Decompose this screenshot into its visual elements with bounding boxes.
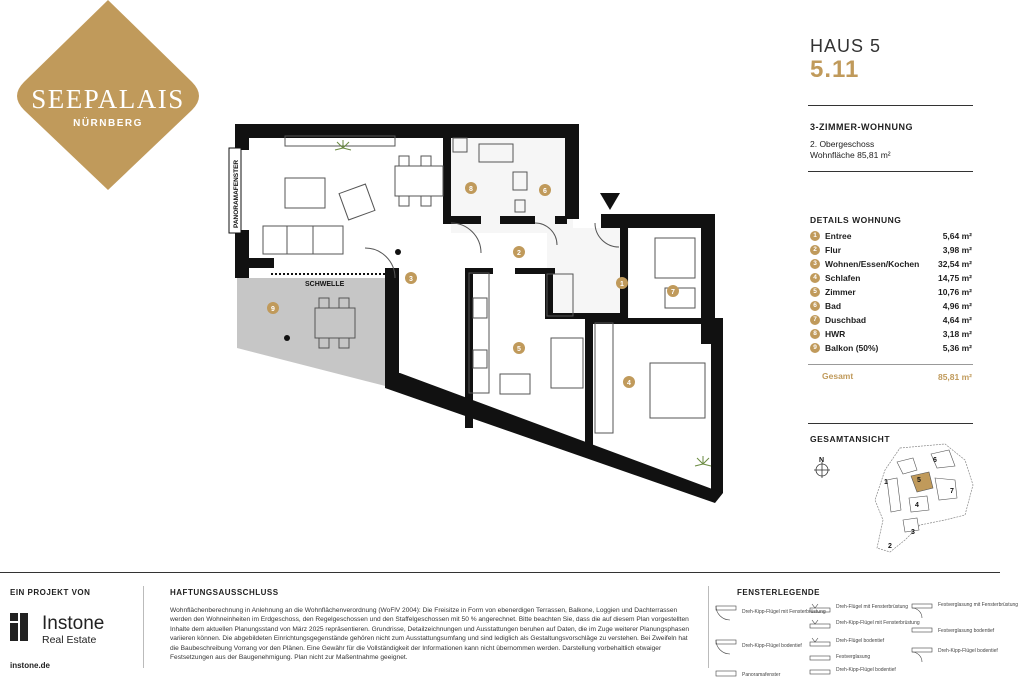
apartment-area: Wohnfläche 85,81 m²: [810, 150, 891, 160]
building-2: 2: [888, 543, 892, 550]
legend-label: Dreh-Flügel mit Fensterbrüstung: [836, 604, 908, 610]
compass-north: N: [819, 457, 825, 464]
room-number-1: 1: [620, 281, 624, 288]
unit-number: 5.11: [810, 56, 860, 83]
instone-url[interactable]: instone.de: [10, 661, 51, 670]
room-badge: 2: [810, 245, 820, 255]
divider: [808, 364, 973, 365]
room-name: Zimmer: [825, 287, 856, 297]
room-size: 5,36 m²: [942, 343, 972, 353]
compass-icon: [814, 457, 830, 478]
seepalais-logo: [10, 0, 206, 190]
divider: [808, 423, 973, 424]
gesamtansicht-title: GESAMTANSICHT: [810, 434, 891, 444]
footer-separator: [708, 586, 709, 668]
legend-label: Dreh-Kipp-Flügel mit Fensterbrüstung: [836, 620, 920, 626]
footer-separator: [143, 586, 144, 668]
room-number-9: 9: [271, 306, 275, 313]
room-number-8: 8: [469, 186, 473, 193]
footer-divider: [0, 572, 1000, 573]
room-size: 4,64 m²: [942, 315, 972, 325]
logo-name: SEEPALAIS: [31, 84, 185, 114]
room-name: Entree: [825, 231, 852, 241]
divider: [808, 171, 973, 172]
building-3: 3: [911, 529, 915, 536]
room-size: 3,98 m²: [942, 245, 972, 255]
room-name: Bad: [825, 301, 842, 311]
room-size: 3,18 m²: [942, 329, 972, 339]
room-row: [810, 272, 972, 286]
haftung-title: HAFTUNGSAUSSCHLUSS: [170, 588, 279, 597]
legend-label: Dreh-Kipp-Flügel bodentief: [938, 648, 998, 654]
legend-label: Dreh-Kipp-Flügel bodentief: [836, 667, 896, 673]
room-name: Duschbad: [825, 315, 867, 325]
instone-name: Instone: [42, 613, 105, 634]
room-row: [810, 300, 972, 314]
legend-label: Dreh-Kipp-Flügel mit Fensterbrüstung: [742, 609, 826, 615]
panorama-label: PANORAMAFENSTER: [233, 159, 240, 228]
instone-subtitle: Real Estate: [42, 634, 97, 646]
room-size: 32,54 m²: [937, 259, 972, 269]
room-name: Schlafen: [825, 273, 861, 283]
haftung-text: Wohnflächenberechnung in Anlehnung an die Wohnflächenverordnung (WoFlV 2004): Die Freisitze in Form von ebenerdigen Terrassen, Balkone, Loggien und Dachterrassen werden den Wohneinheiten im Erdgeschoss, den Regelgeschossen und den Staffelgeschossen mit 50 % angerechnet. Bitte beachten Sie, dass die auf diesem Plan vorgestellten Inhalte dem aktuellen Planungsstand von März 2025 repräsentieren. Grundrisse, Detailzeichnungen und Ausstattungen beruhen auf Daten, die im Zuge weiterer Planungsphasen variieren können. Die abgebildeten Einrichtungsgegenstände gehören nicht zum Ausstattungsumfang und sind lediglich als Gestaltungsvorschläge zu verstehen. Bei Zweifeln hat die Baubeschreibung Vorrang vor den Plänen. Eine Gewähr für die Vollständigkeit der Informationen kann nicht übernommen werden. Darstellung vorbehaltlich etwaiger Festsetzungen aus der Baugenehmigung. Plan nicht zur Maßentnahme geeignet.: [170, 607, 690, 662]
legend-label: Dreh-Flügel bodentief: [836, 638, 885, 644]
instone-logo-icon: [10, 613, 36, 641]
room-row: [810, 342, 972, 356]
room-size: 10,76 m²: [937, 287, 972, 297]
apartment-floor: 2. Obergeschoss: [810, 139, 875, 149]
total-size: 85,81 m²: [937, 372, 972, 382]
apartment-type: 3-ZIMMER-WOHNUNG: [810, 122, 913, 132]
schwelle-label: SCHWELLE: [305, 281, 345, 288]
room-badge: 6: [810, 301, 820, 311]
room-row: [810, 258, 972, 272]
room-row: [810, 286, 972, 300]
room-badge: 3: [810, 259, 820, 269]
building-6: 6: [933, 457, 937, 464]
total-row: [822, 371, 972, 381]
room-number-5: 5: [517, 346, 521, 353]
room-size: 4,96 m²: [942, 301, 972, 311]
room-row: [810, 328, 972, 342]
room-number-6: 6: [543, 188, 547, 195]
legend-label: Dreh-Kipp-Flügel bodentief: [742, 643, 802, 649]
room-number-7: 7: [671, 289, 675, 296]
room-number-4: 4: [627, 380, 631, 387]
building-1: 1: [884, 479, 888, 486]
room-row: [810, 314, 972, 328]
room-badge: 9: [810, 343, 820, 353]
room-badge: 4: [810, 273, 820, 283]
room-name: HWR: [825, 329, 846, 339]
entrance-arrow: [600, 193, 620, 210]
room-badge: 1: [810, 231, 820, 241]
room-row: [810, 230, 972, 244]
ein-projekt-label: EIN PROJEKT VON: [10, 588, 91, 597]
room-size: 5,64 m²: [942, 231, 972, 241]
floor-plan: [225, 118, 725, 503]
details-title: DETAILS WOHNUNG: [810, 215, 902, 225]
room-name: Flur: [825, 245, 842, 255]
logo-city: NÜRNBERG: [73, 118, 143, 129]
building-5: 5: [917, 477, 921, 484]
divider: [808, 105, 973, 106]
fensterlegende-title: FENSTERLEGENDE: [737, 588, 821, 597]
legend-label: Festverglasung bodentief: [938, 628, 995, 634]
legend-label: Panoramafenster: [742, 672, 781, 678]
legend-label: Festverglasung mit Fensterbrüstung: [938, 602, 1018, 608]
room-size: 14,75 m²: [937, 273, 972, 283]
room-number-3: 3: [409, 276, 413, 283]
room-badge: 5: [810, 287, 820, 297]
haus-label: HAUS 5: [810, 36, 882, 56]
building-4: 4: [915, 502, 919, 509]
room-name: Wohnen/Essen/Kochen: [825, 259, 920, 269]
room-name: Balkon (50%): [825, 343, 879, 353]
total-label: Gesamt: [822, 371, 854, 381]
room-badge: 7: [810, 315, 820, 325]
room-list: [810, 230, 972, 356]
room-number-2: 2: [517, 250, 521, 257]
building-7: 7: [950, 488, 954, 495]
site-plan: [805, 440, 980, 565]
legend-label: Festverglasung: [836, 654, 871, 660]
room-row: [810, 244, 972, 258]
room-badge: 8: [810, 329, 820, 339]
